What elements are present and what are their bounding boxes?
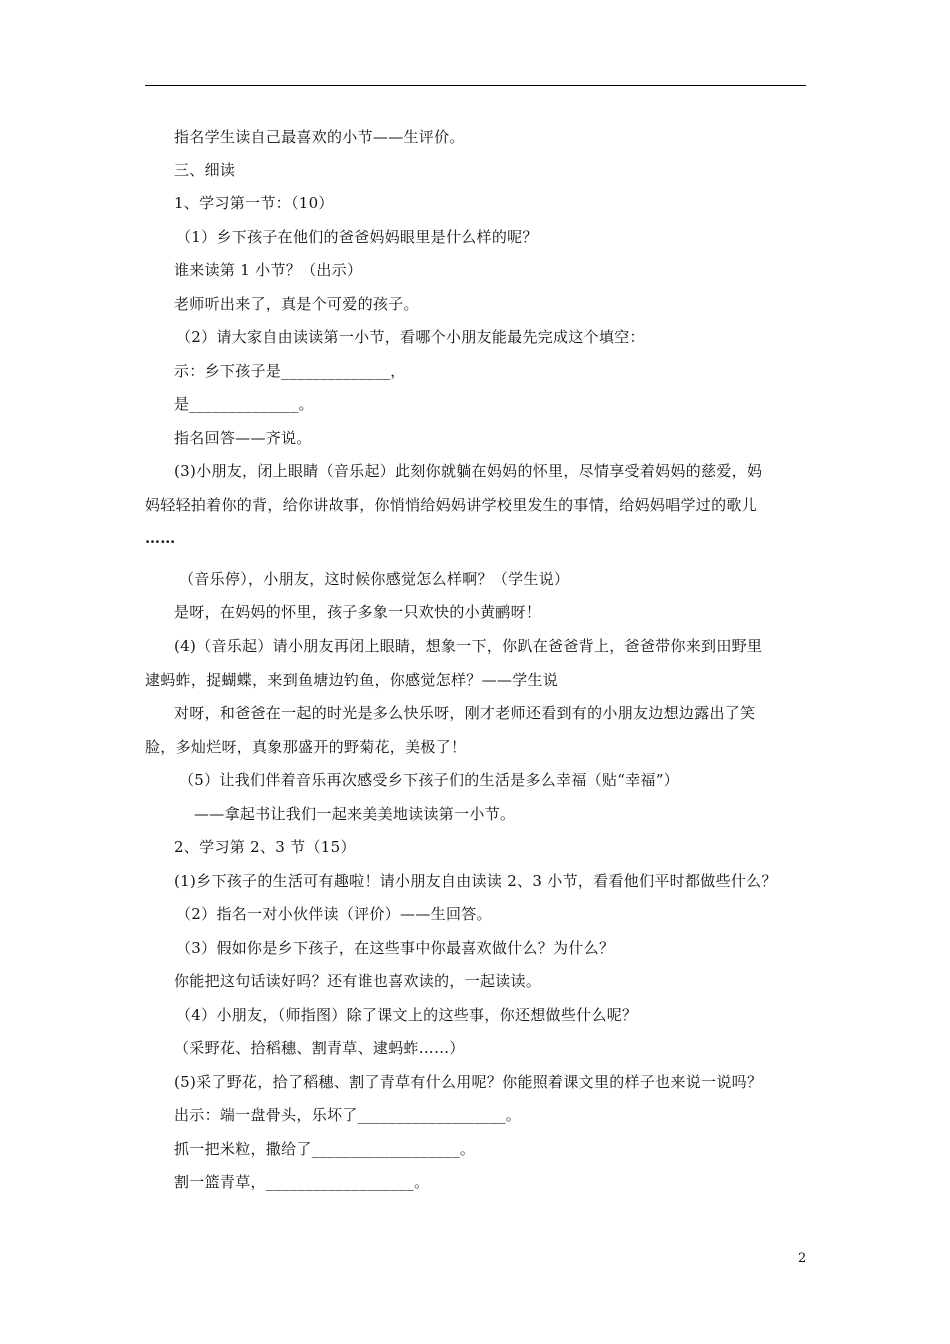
paragraph-line: (5)采了野花，拾了稻穗、割了青草有什么用呢？你能照着课文里的样子也来说一说吗？ bbox=[174, 1073, 763, 1091]
paragraph-line: （1）乡下孩子在他们的爸爸妈妈眼里是什么样的呢？ bbox=[176, 228, 538, 246]
paragraph-line: (1)乡下孩子的生活可有趣啦！请小朋友自由读读 2、3 小节，看看他们平时都做些什么？ bbox=[174, 872, 777, 890]
page-number: 2 bbox=[798, 1251, 807, 1266]
paragraph-line: ——拿起书让我们一起来美美地读读第一小节。 bbox=[194, 805, 516, 823]
subsection-heading: 2、学习第 2、3 节（15） bbox=[174, 838, 356, 856]
paragraph-line: (3)小朋友，闭上眼睛（音乐起）此刻你就躺在妈妈的怀里，尽情享受着妈妈的慈爱，妈 bbox=[174, 462, 763, 480]
section-heading: 三、细读 bbox=[174, 161, 236, 179]
paragraph-line: 脸，多灿烂呀，真象那盛开的野菊花，美极了！ bbox=[145, 738, 467, 756]
paragraph-line: （2）指名一对小伙伴读（评价）——生回答。 bbox=[176, 905, 492, 923]
paragraph-line: （采野花、拾稻穗、割青草、逮蚂蚱……） bbox=[174, 1039, 465, 1057]
paragraph-line: (4)（音乐起）请小朋友再闭上眼睛，想象一下，你趴在爸爸背上，爸爸带你来到田野里 bbox=[174, 637, 763, 655]
paragraph-line: 老师听出来了，真是个可爱的孩子。 bbox=[174, 295, 419, 313]
fill-in-blank-line: 出示：端一盘骨头，乐坏了___________________。 bbox=[174, 1106, 522, 1124]
subsection-heading: 1、学习第一节：（10） bbox=[174, 194, 334, 212]
paragraph-line: （3）假如你是乡下孩子，在这些事中你最喜欢做什么？为什么？ bbox=[176, 939, 615, 957]
fill-in-blank-line: 割一篮青草，___________________。 bbox=[174, 1173, 430, 1191]
fill-in-blank-line: 抓一把米粒，撒给了___________________。 bbox=[174, 1140, 476, 1158]
paragraph-line: （5）让我们伴着音乐再次感受乡下孩子们的生活是多么幸福（贴“幸福”） bbox=[179, 771, 680, 789]
paragraph-line: 逮蚂蚱，捉蝴蝶，来到鱼塘边钓鱼，你感觉怎样？——学生说 bbox=[145, 671, 559, 689]
paragraph-line: （2）请大家自由读读第一小节，看哪个小朋友能最先完成这个填空： bbox=[176, 328, 645, 346]
paragraph-line: 指名学生读自己最喜欢的小节——生评价。 bbox=[174, 128, 465, 146]
paragraph-line: （4）小朋友，（师指图）除了课文上的这些事，你还想做些什么呢？ bbox=[176, 1006, 638, 1024]
fill-in-blank-line: 是______________。 bbox=[174, 395, 314, 413]
paragraph-line: 对呀，和爸爸在一起的时光是多么快乐呀，刚才老师还看到有的小朋友边想边露出了笑 bbox=[174, 704, 756, 722]
paragraph-line: 谁来读第 1 小节？（出示） bbox=[174, 261, 363, 279]
header-rule bbox=[145, 85, 806, 86]
paragraph-line: （音乐停），小朋友，这时候你感觉怎么样啊？（学生说） bbox=[179, 570, 570, 588]
paragraph-line: 妈轻轻拍着你的背，给你讲故事，你悄悄给妈妈讲学校里发生的事情，给妈妈唱学过的歌儿 bbox=[145, 496, 758, 514]
fill-in-blank-line: 示：乡下孩子是______________， bbox=[174, 362, 406, 380]
paragraph-line: …… bbox=[145, 529, 176, 547]
paragraph-line: 指名回答——齐说。 bbox=[174, 429, 312, 447]
paragraph-line: 是呀，在妈妈的怀里，孩子多象一只欢快的小黄鹂呀！ bbox=[174, 603, 542, 621]
paragraph-line: 你能把这句话读好吗？还有谁也喜欢读的，一起读读。 bbox=[174, 972, 542, 990]
